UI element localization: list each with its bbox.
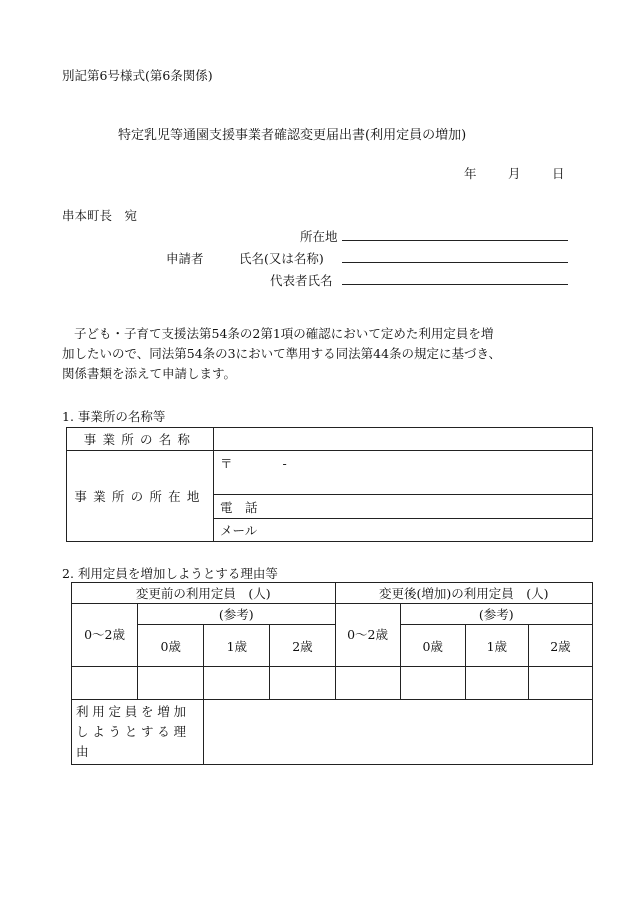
before-col-2: 2歳 — [270, 625, 335, 667]
declaration-line-2: 加したいので、同法第54条の3において準用する同法第44条の規定に基づき、 — [62, 346, 502, 361]
after-col-2: 2歳 — [528, 625, 592, 667]
before-value-0-2[interactable] — [72, 667, 138, 700]
declaration-text — [62, 324, 582, 384]
capacity-before-header: 変更前の利用定員 (人) — [72, 583, 336, 604]
email-field[interactable] — [214, 519, 593, 542]
section2-heading: 2. 利用定員を増加しようとする理由等 — [62, 566, 278, 581]
before-col-0: 0歳 — [138, 625, 204, 667]
before-value-2[interactable] — [270, 667, 335, 700]
reason-label: 利用定員を増加しようとする理由 — [72, 700, 204, 765]
after-reference-label: (参考) — [400, 604, 592, 625]
before-value-0[interactable] — [138, 667, 204, 700]
facility-address-input[interactable] — [214, 451, 593, 495]
reason-input[interactable] — [204, 700, 593, 765]
facility-name-input[interactable] — [214, 428, 593, 451]
postal-dash: - — [282, 456, 287, 471]
after-value-0-2[interactable] — [335, 667, 400, 700]
postal-mark: 〒 — [220, 456, 233, 471]
document-title: 特定乳児等通園支援事業者確認変更届出書(利用定員の増加) — [118, 128, 467, 143]
phone-field[interactable] — [214, 495, 593, 519]
after-value-1[interactable] — [465, 667, 528, 700]
after-col-0-2: 0～2歳 — [335, 604, 400, 667]
email-label: メール — [220, 523, 258, 538]
representative-label: 代表者氏名 — [270, 273, 333, 288]
address-field[interactable] — [342, 240, 568, 241]
addressee: 串本町長 宛 — [62, 208, 138, 223]
month-label: 月 — [508, 166, 521, 181]
facility-location-label: 事業所の所在地 — [67, 451, 214, 542]
facility-name-label: 事業所の名称 — [67, 428, 214, 451]
before-col-0-2: 0～2歳 — [72, 604, 138, 667]
capacity-table — [71, 582, 593, 765]
after-col-0: 0歳 — [400, 625, 465, 667]
phone-label: 電 話 — [220, 499, 258, 515]
after-col-1: 1歳 — [465, 625, 528, 667]
capacity-after-header: 変更後(増加)の利用定員 (人) — [335, 583, 593, 604]
before-col-1: 1歳 — [204, 625, 270, 667]
facility-table — [66, 427, 593, 542]
declaration-line-1: 子ども・子育て支援法第54条の2第1項の確認において定めた利用定員を増 — [74, 326, 494, 341]
day-label: 日 — [552, 166, 565, 181]
representative-field[interactable] — [342, 284, 568, 285]
section1-heading: 1. 事業所の名称等 — [62, 409, 166, 424]
name-field[interactable] — [342, 262, 568, 263]
form-number: 別記第6号様式(第6条関係) — [62, 68, 213, 83]
name-label: 氏名(又は名称) — [239, 251, 324, 266]
address-label: 所在地 — [300, 229, 338, 244]
declaration-line-3: 関係書類を添えて申請します。 — [62, 366, 237, 381]
before-value-1[interactable] — [204, 667, 270, 700]
before-reference-label: (参考) — [138, 604, 335, 625]
after-value-2[interactable] — [528, 667, 592, 700]
applicant-role-label: 申請者 — [166, 251, 204, 266]
year-label: 年 — [464, 166, 477, 181]
after-value-0[interactable] — [400, 667, 465, 700]
